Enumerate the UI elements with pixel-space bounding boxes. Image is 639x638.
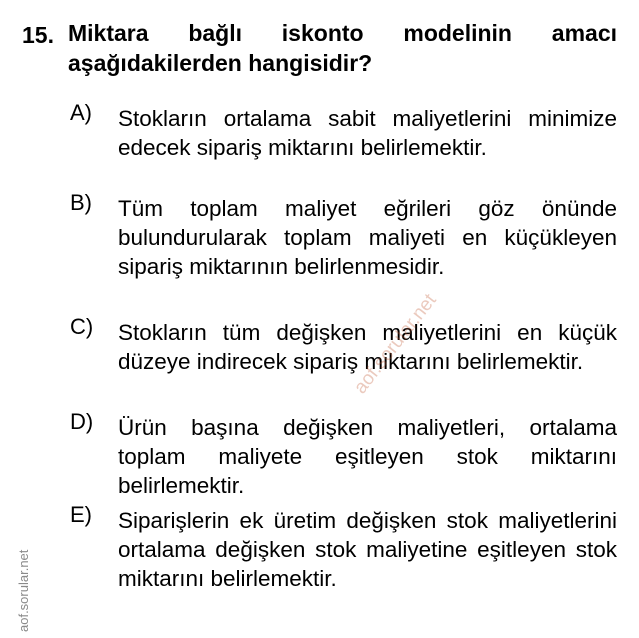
option-text: Tüm toplam maliyet eğrileri göz önünde bulundurularak toplam maliyeti en küçükleyen sipariş miktarının belirlenmesidir. <box>118 196 617 279</box>
option-letter: C) <box>70 314 94 339</box>
side-watermark <box>2 520 31 638</box>
option-letter: A) <box>70 100 92 125</box>
option-text: Siparişlerin ek üretim değişken stok maliyetlerini ortalama değişken stok maliyetine eşitleyen stok miktarını belirlemektir. <box>118 508 617 591</box>
center-watermark: aof.sorular.net <box>350 290 441 398</box>
option-text: Ürün başına değişken maliyetleri, ortalama toplam maliyete eşitleyen stok miktarını belirlemektir. <box>118 415 617 498</box>
option-letter: E) <box>70 502 92 527</box>
option-letter: B) <box>70 190 92 215</box>
question-number: 15. <box>22 22 54 48</box>
option-text: Stokların tüm değişken maliyetlerini en küçük düzeye indirecek sipariş miktarını belirlemektir. <box>118 320 617 374</box>
option-text: Stokların ortalama sabit maliyetlerini minimize edecek sipariş miktarını belirlemektir. <box>118 106 617 160</box>
question-text: Miktara bağlı iskonto modelinin amacı aşağıdakilerden hangisidir? <box>68 20 617 76</box>
side-watermark-text: aof.sorular.net <box>16 549 31 632</box>
option-letter: D) <box>70 409 94 434</box>
